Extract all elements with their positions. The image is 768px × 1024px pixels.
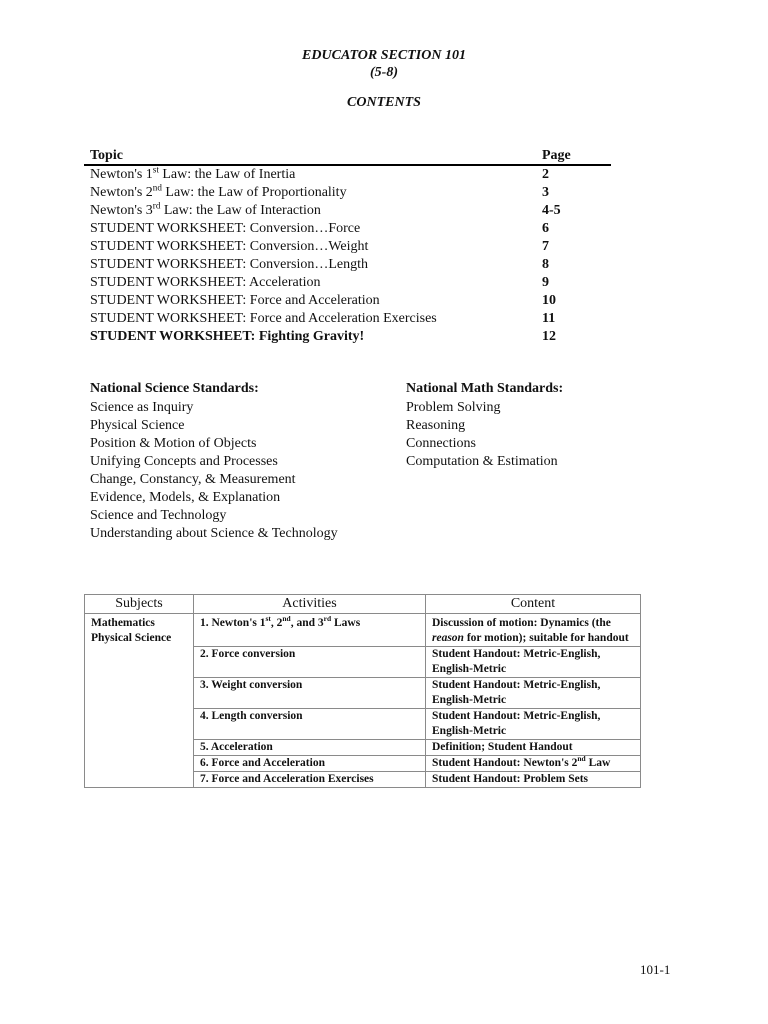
page-number: 101-1 [640,962,671,977]
toc-row [90,166,610,184]
toc-row-title: STUDENT WORKSHEET: Conversion…Weight [90,239,369,254]
math-standard-item: Connections [406,436,476,451]
activity-cell: 3. Weight conversion [194,678,426,709]
activity-cell: 1. Newton's 1st, 2nd, and 3rd Laws [194,614,426,647]
document-title: EDUCATOR SECTION 101 [302,48,466,63]
toc-row-page: 8 [542,257,549,272]
toc-row [90,202,610,220]
grade-range: (5-8) [370,65,398,80]
toc-row-page: 10 [542,293,556,308]
toc-row-page: 3 [542,185,549,200]
toc-row-title: STUDENT WORKSHEET: Force and Acceleration Exercises [90,311,437,326]
toc-row [90,184,610,202]
math-standard-item: Problem Solving [406,400,501,415]
toc-row-title: STUDENT WORKSHEET: Acceleration [90,275,321,290]
content-cell: Discussion of motion: Dynamics (the reason for motion); suitable for handout [426,614,641,647]
table-row [85,614,641,647]
column-header-subjects: Subjects [85,595,194,614]
science-standards-heading: National Science Standards: [90,381,259,396]
activity-cell: 4. Length conversion [194,709,426,740]
science-standard-item: Change, Constancy, & Measurement [90,472,296,487]
content-cell: Student Handout: Metric-English, English-Metric [426,678,641,709]
subjects-cell [85,614,194,788]
toc-row-page: 6 [542,221,549,236]
science-standards-list [90,399,338,543]
toc-row-title: Newton's 3rd Law: the Law of Interaction [90,200,321,218]
toc-page-header: Page [542,148,571,163]
toc-row-page: 9 [542,275,549,290]
content-cell: Definition; Student Handout [426,740,641,756]
column-header-content: Content [426,595,641,614]
toc-row [90,256,610,274]
toc-row-page: 12 [542,329,556,344]
toc-row-title: STUDENT WORKSHEET: Fighting Gravity! [90,329,365,344]
toc-row [90,274,610,292]
contents-heading: CONTENTS [347,95,421,110]
subject-item: Physical Science [91,632,172,644]
toc-row-page: 7 [542,239,549,254]
activity-cell: 6. Force and Acceleration [194,756,426,772]
subject-item: Mathematics [91,617,155,629]
science-standard-item: Position & Motion of Objects [90,436,257,451]
activities-table [84,594,641,788]
toc-row [90,220,610,238]
activity-cell: 5. Acceleration [194,740,426,756]
toc-row-title: STUDENT WORKSHEET: Force and Acceleration [90,293,380,308]
table-header-row [85,595,641,614]
column-header-activities: Activities [194,595,426,614]
science-standard-item: Understanding about Science & Technology [90,526,338,541]
toc-row-title: Newton's 1st Law: the Law of Inertia [90,164,296,182]
toc-row-title: STUDENT WORKSHEET: Conversion…Length [90,257,368,272]
toc-row [90,328,610,346]
content-cell: Student Handout: Problem Sets [426,772,641,788]
toc-row-title: STUDENT WORKSHEET: Conversion…Force [90,221,361,236]
toc-row-page: 2 [542,167,549,182]
activity-cell: 7. Force and Acceleration Exercises [194,772,426,788]
science-standard-item: Physical Science [90,418,185,433]
math-standard-item: Computation & Estimation [406,454,558,469]
toc-row [90,238,610,256]
math-standards-list [406,399,558,471]
science-standard-item: Unifying Concepts and Processes [90,454,278,469]
activity-cell: 2. Force conversion [194,647,426,678]
math-standards-heading: National Math Standards: [406,381,564,396]
content-cell: Student Handout: Newton's 2nd Law [426,756,641,772]
toc-row-page: 11 [542,311,556,326]
math-standard-item: Reasoning [406,418,466,433]
content-cell: Student Handout: Metric-English, English-Metric [426,709,641,740]
toc-row [90,292,610,310]
toc-row-title: Newton's 2nd Law: the Law of Proportionality [90,182,347,200]
science-standard-item: Science as Inquiry [90,400,194,415]
science-standard-item: Evidence, Models, & Explanation [90,490,281,505]
toc-row [90,310,610,328]
toc-topic-header: Topic [90,148,123,163]
content-cell: Student Handout: Metric-English, English-Metric [426,647,641,678]
toc-row-page: 4-5 [542,203,561,218]
science-standard-item: Science and Technology [90,508,227,523]
